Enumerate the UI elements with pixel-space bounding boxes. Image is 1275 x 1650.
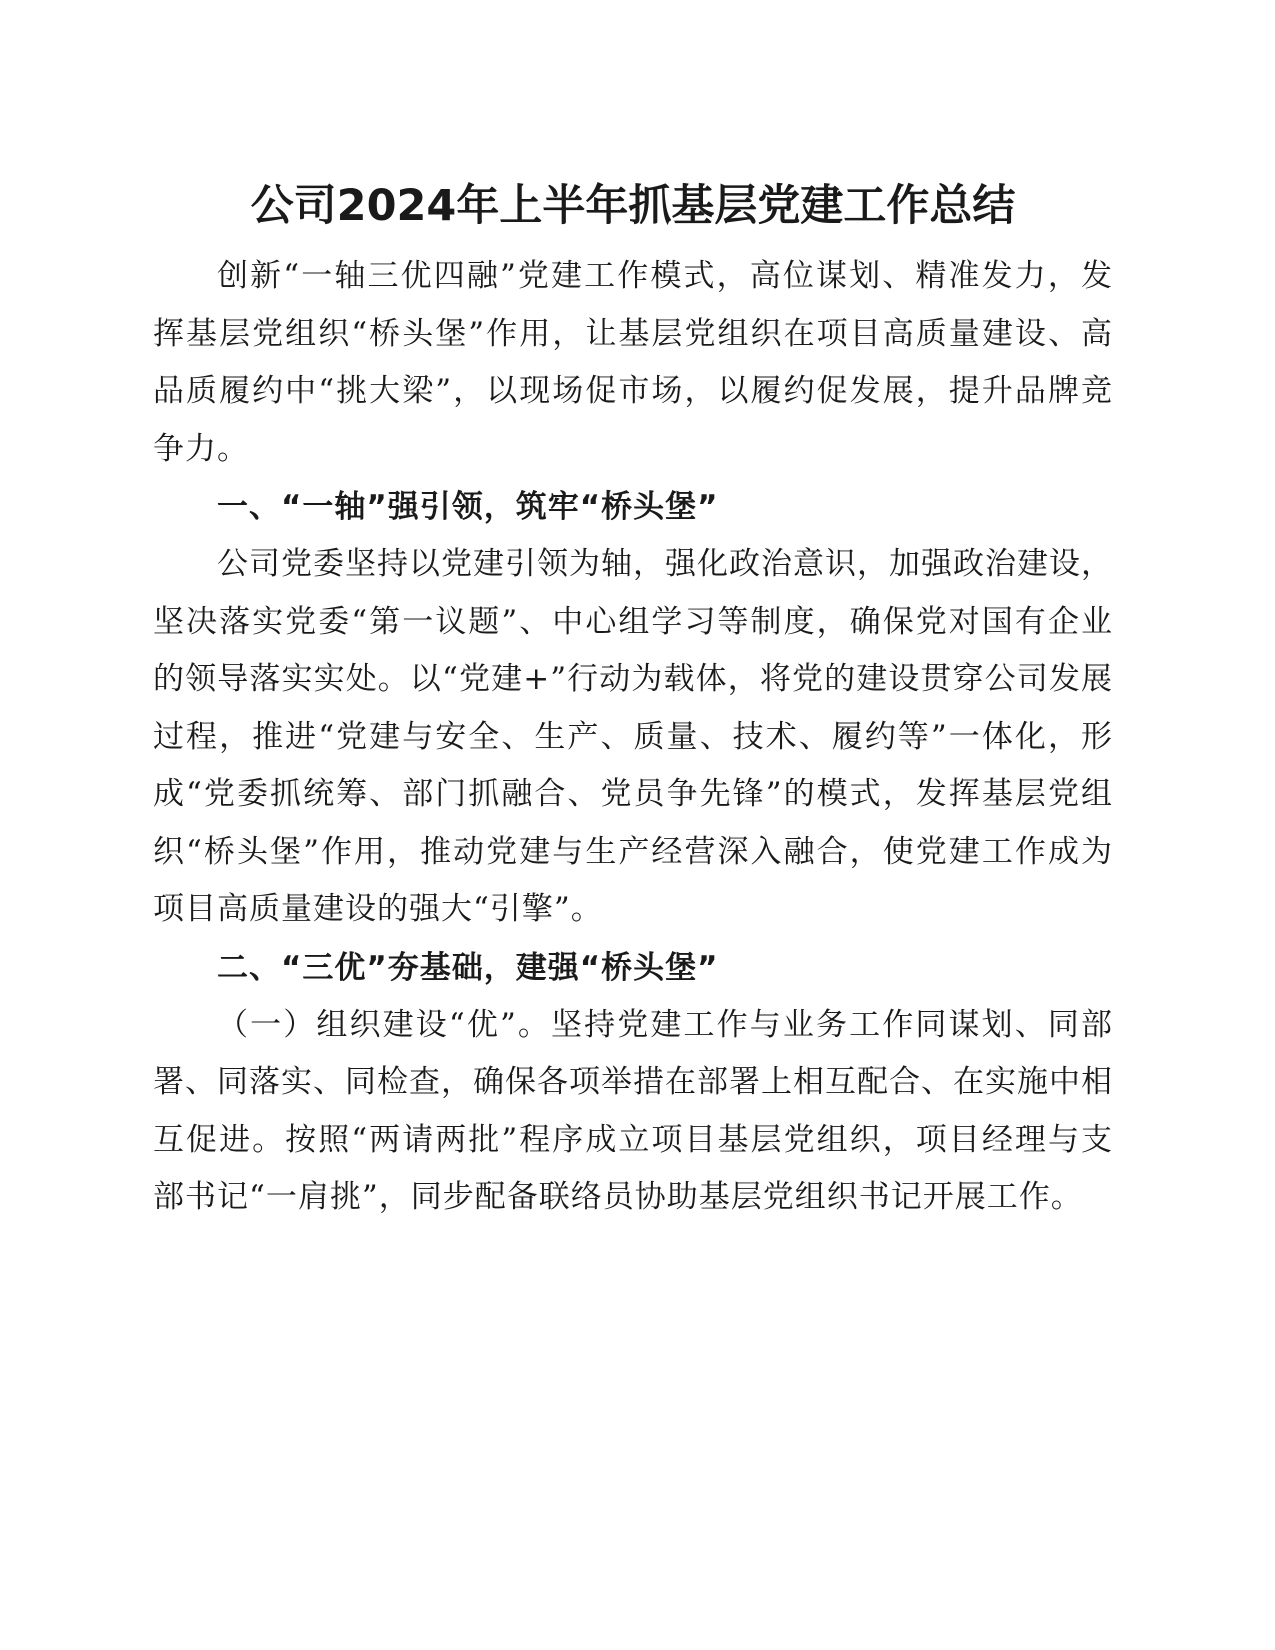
document-page bbox=[153, 168, 1113, 1227]
section-1-heading: 一、“一轴”强引领，筑牢“桥头堡” bbox=[217, 489, 719, 525]
section-1-paragraph: 公司党委坚持以党建引领为轴，强化政治意识，加强政治建设，坚决落实党委“第一议题”、中心组学习等制度，确保党对国有企业的领导落实实处。以“党建+”行动为载体，将党的建设贯穿公司发展过程，推进“党建与安全、生产、质量、技术、履约等”一体化，形成“党委抓统筹、部门抓融合、党员争先锋”的模式，发挥基层党组织“桥头堡”作用，推动党建与生产经营深入融合，使党建工作成为项目高质量建设的强大“引擎”。 bbox=[153, 546, 1113, 927]
section-2-heading: 二、“三优”夯基础，建强“桥头堡” bbox=[217, 949, 719, 986]
document-title: 公司2024年上半年抓基层党建工作总结 bbox=[250, 181, 1016, 231]
section-2-subsection-1-paragraph: （一）组织建设“优”。坚持党建工作与业务工作同谋划、同部署、同落实、同检查，确保各项举措在部署上相互配合、在实施中相互促进。按照“两请两批”程序成立项目基层党组织，项目经理与支部书记“一肩挑”，同步配备联络员协助基层党组织书记开展工作。 bbox=[153, 1006, 1113, 1215]
intro-paragraph: 创新“一轴三优四融”党建工作模式，高位谋划、精准发力，发挥基层党组织“桥头堡”作用，让基层党组织在项目高质量建设、高品质履约中“挑大梁”，以现场促市场，以履约促发展，提升品牌竞争力。 bbox=[153, 258, 1113, 467]
